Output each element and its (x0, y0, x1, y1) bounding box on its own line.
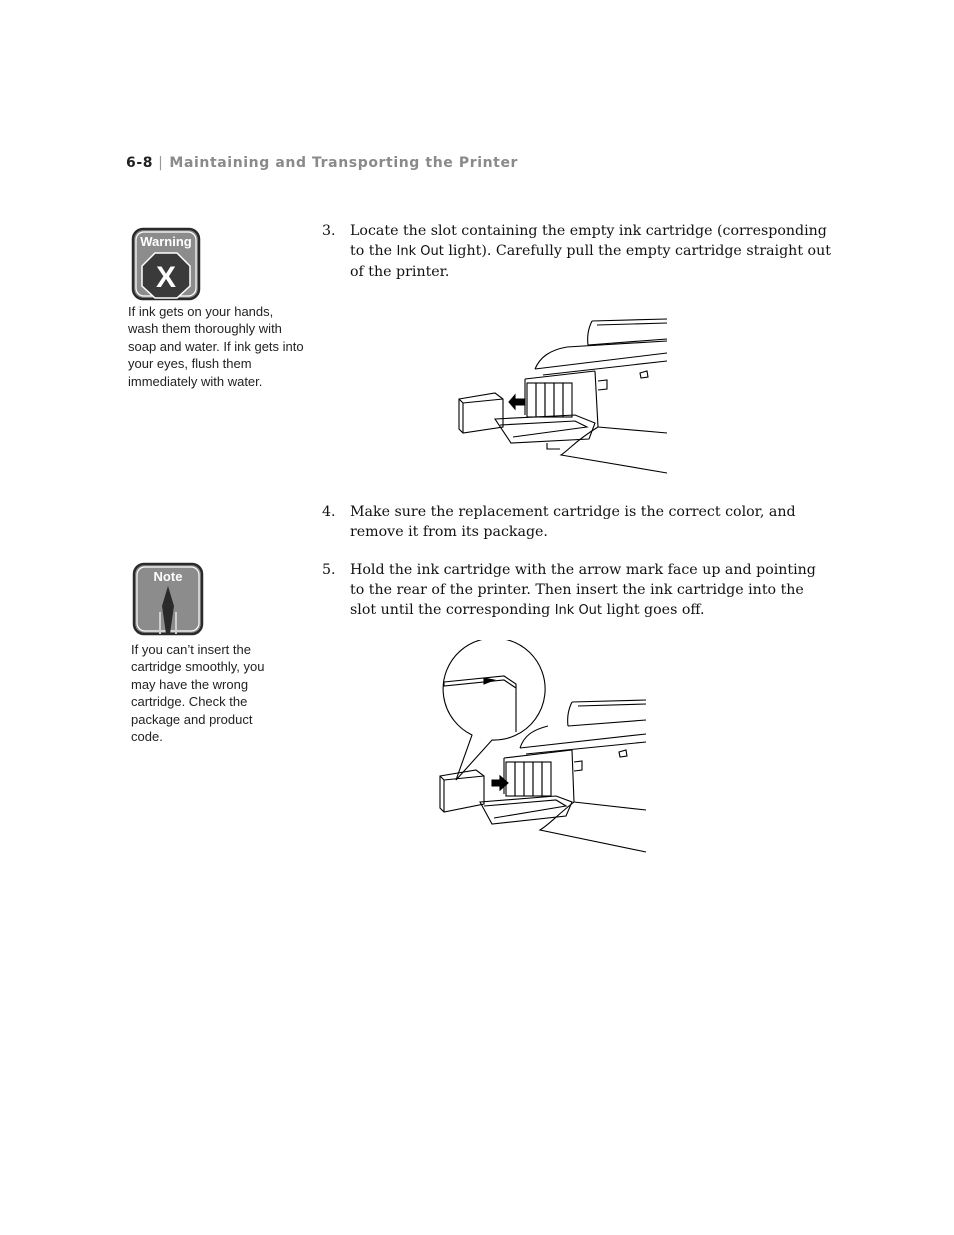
note-label: Note (153, 569, 183, 584)
warning-text: If ink gets on your hands, wash them thoroughly with soap and water. If ink gets into your eyes, flush them immediately with water. (128, 304, 304, 389)
page-header (126, 155, 518, 171)
step-text: Make sure the replacement cartridge is the correct color, and remove it from its package. (350, 504, 796, 540)
insert-cartridge-illustration (432, 640, 648, 856)
step-text: Locate the slot containing the empty ink cartridge (corresponding to the (350, 223, 827, 259)
warning-label: Warning (140, 234, 192, 249)
step-3 (322, 221, 832, 282)
step-number: 3. (322, 223, 336, 239)
step-text: Hold the ink cartridge with the arrow mark face up and pointing to the rear of the printer. Then insert the ink cartridge into the slot until the corresponding (350, 562, 816, 618)
note-icon (132, 562, 204, 636)
warning-glyph: X (155, 261, 177, 294)
step-4 (322, 502, 832, 542)
step-5 (322, 560, 832, 621)
section-title: Maintaining and Transporting the Printer (169, 155, 519, 171)
step-text: light goes off. (602, 602, 705, 618)
step-number: 4. (322, 504, 336, 520)
remove-cartridge-illustration (455, 315, 670, 477)
ink-out-label: Ink Out (396, 244, 444, 259)
warning-icon (131, 227, 201, 301)
header-separator: | (158, 155, 164, 171)
page-number: 6-8 (126, 155, 154, 171)
step-text: light). Carefully pull the empty cartridge straight out of the printer. (350, 243, 831, 280)
ink-out-label: Ink Out (554, 603, 603, 618)
note-text: If you can’t insert the cartridge smoothly, you may have the wrong cartridge. Check the package and product code. (131, 642, 265, 745)
step-number: 5. (322, 562, 336, 578)
